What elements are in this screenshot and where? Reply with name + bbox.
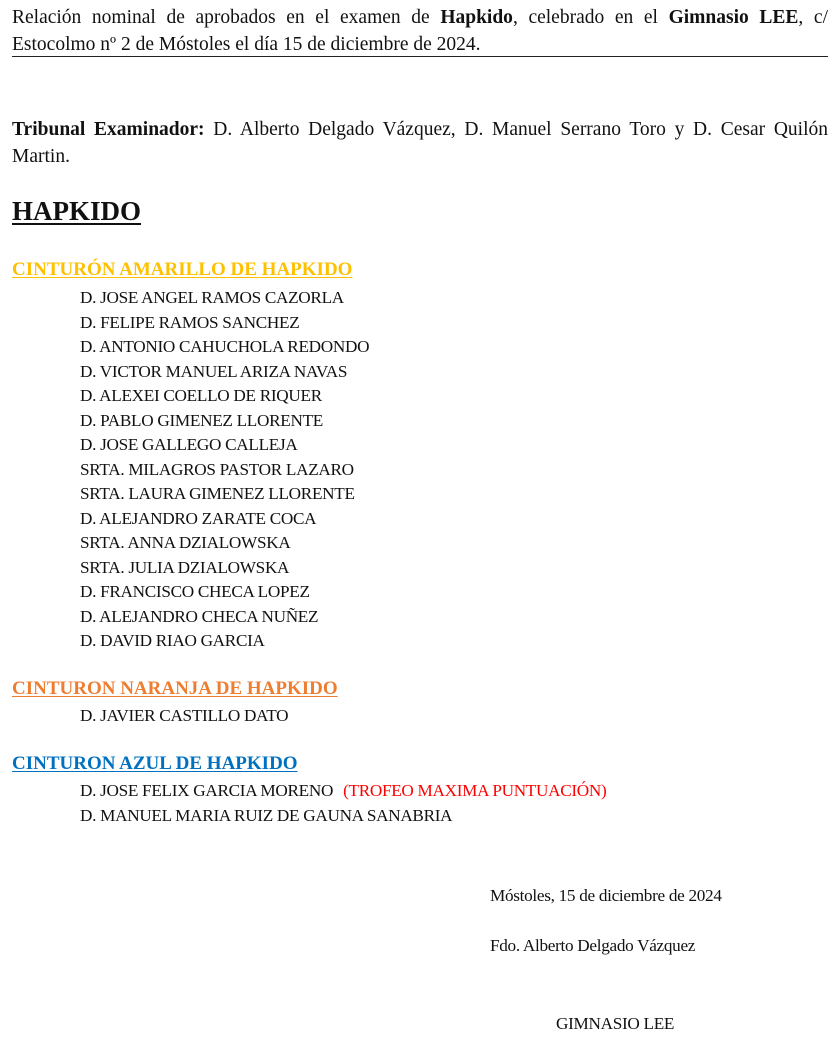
page-title: HAPKIDO [12,196,142,226]
list-item: SRTA. ANNA DZIALOWSKA [80,533,291,552]
list-item: D. ALEJANDRO ZARATE COCA [80,508,317,528]
list-item: D. JOSE ANGEL RAMOS CAZORLA [80,288,344,307]
list-item [80,779,606,804]
discipline-name: Hapkido [440,7,513,28]
yellow-belt-list [80,286,369,654]
list-item: D. FRANCISCO CHECA LOPEZ [80,582,310,601]
intro-text: , celebrado en el [512,7,669,28]
list-item: SRTA. JULIA DZIALOWSKA [80,557,290,577]
tribunal-members: D. Alberto Delgado Vázquez, D. Manuel Serrano Toro y D. Cesar Quilón Martin. [12,119,828,167]
list-item: D. JOSE GALLEGO CALLEJA [80,435,298,454]
orange-belt-list [80,704,288,729]
intro-paragraph [12,4,828,58]
blue-belt-list [80,779,606,828]
signed-by: Fdo. Alberto Delgado Vázquez [490,936,696,955]
list-item: D. MANUEL MARIA RUIZ DE GAUNA SANABRIA [80,805,453,825]
intro-text: , c/ Estocolmo nº 2 de Móstoles el día 15 de diciembre de 2024. [12,7,828,55]
organization-name: GIMNASIO LEE [556,1014,675,1033]
tribunal-paragraph [12,116,828,170]
section-title-blue-belt: CINTURON AZUL DE HAPKIDO [12,753,298,774]
gym-name: Gimnasio LEE [668,7,799,28]
list-item: D. FELIPE RAMOS SANCHEZ [80,312,300,332]
list-item: D. PABLO GIMENEZ LLORENTE [80,410,323,430]
list-item: SRTA. MILAGROS PASTOR LAZARO [80,459,354,479]
list-item: D. ALEXEI COELLO DE RIQUER [80,386,322,405]
list-item: D. ANTONIO CAHUCHOLA REDONDO [80,337,370,356]
list-item: D. DAVID RIAO GARCIA [80,631,265,650]
place-date: Móstoles, 15 de diciembre de 2024 [490,886,722,905]
list-item: D. VICTOR MANUEL ARIZA NAVAS [80,361,348,381]
section-title-orange-belt: CINTURON NARANJA DE HAPKIDO [12,678,338,699]
student-name: D. JOSE FELIX GARCIA MORENO [80,781,334,800]
list-item: D. JAVIER CASTILLO DATO [80,706,289,725]
award-note: (TROFEO MAXIMA PUNTUACIÓN) [343,781,607,800]
section-title-yellow-belt: CINTURÓN AMARILLO DE HAPKIDO [12,259,353,280]
tribunal-label: Tribunal Examinador: [12,119,205,140]
list-item: D. ALEJANDRO CHECA NUÑEZ [80,606,319,626]
separator-line [12,56,828,57]
list-item: SRTA. LAURA GIMENEZ LLORENTE [80,484,355,503]
intro-text: Relación nominal de aprobados en el examen de [12,7,441,28]
